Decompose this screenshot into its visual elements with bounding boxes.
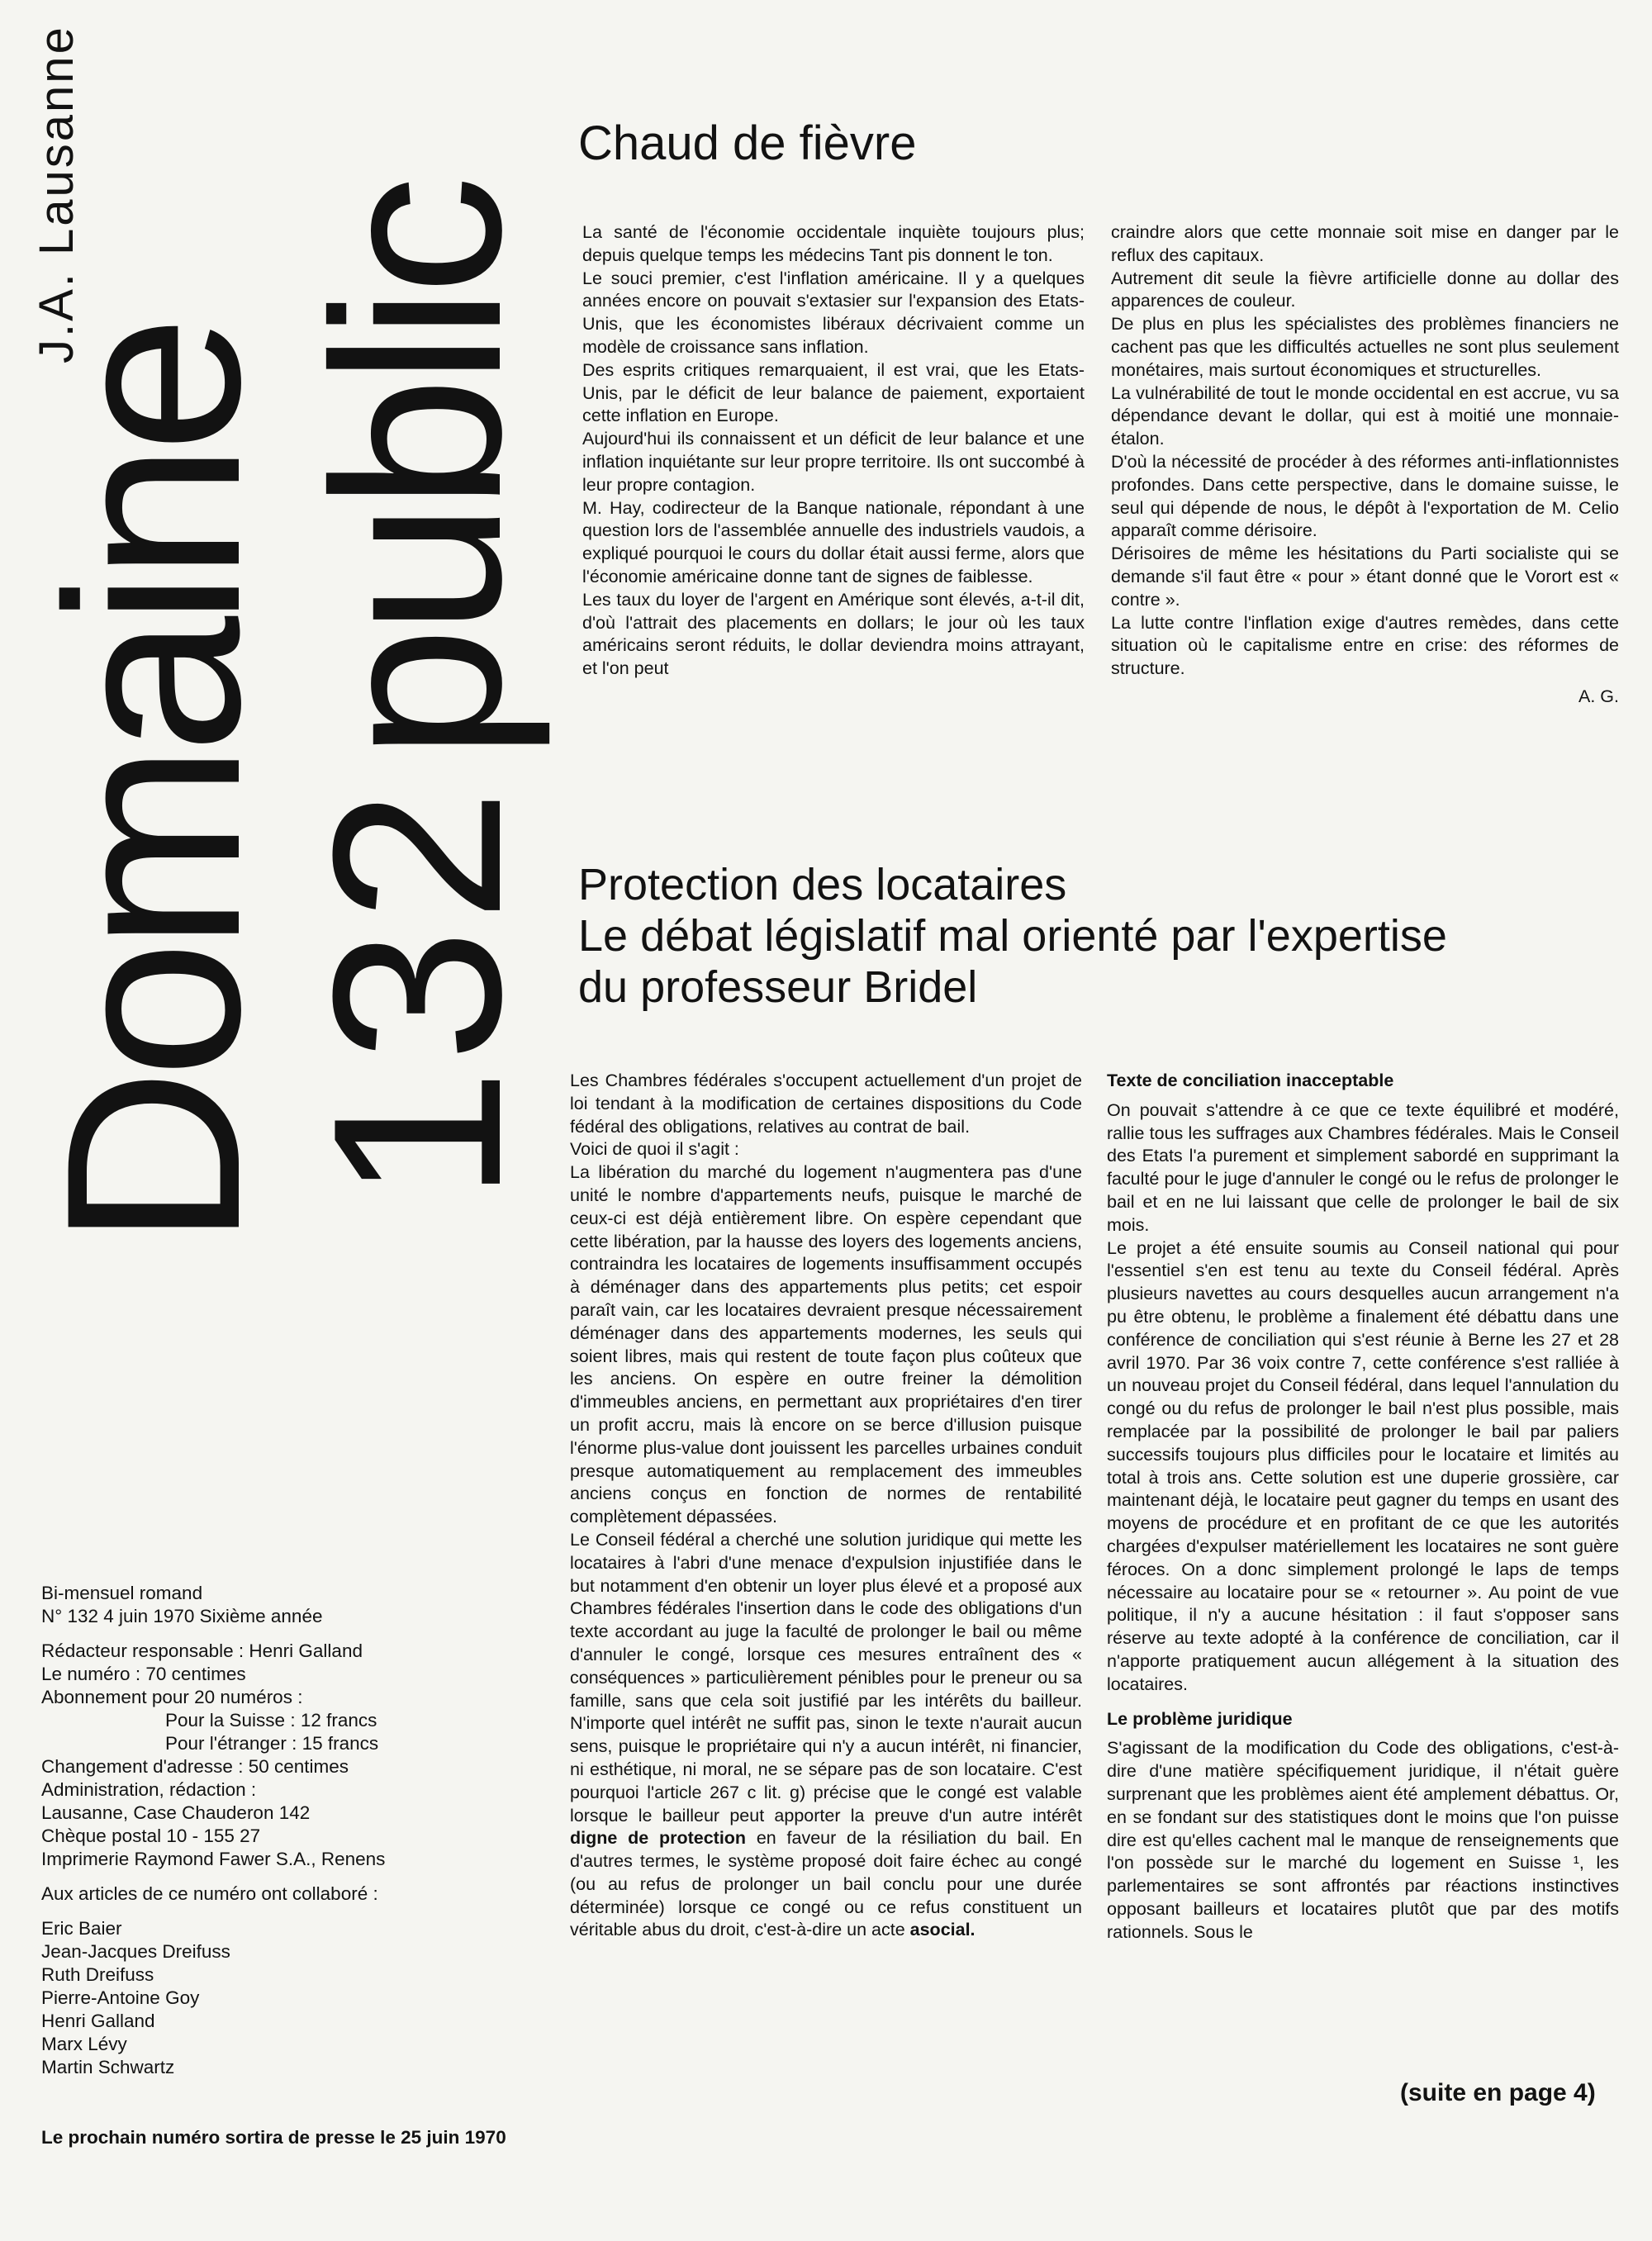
bold-phrase: digne de protection <box>570 1828 747 1849</box>
paragraph: Voici de quoi il s'agit : <box>570 1139 739 1160</box>
article-2-title-line: Protection des locataires <box>578 860 1067 909</box>
imprint-line: Bi-mensuel romand <box>41 1583 203 1603</box>
imprint-line: Imprimerie Raymond Fawer S.A., Renens <box>41 1849 386 1869</box>
article-2-column-2 <box>1107 1070 1619 1944</box>
subheading: Texte de conciliation inacceptable <box>1107 1071 1394 1090</box>
paragraph: De plus en plus les spécialistes des problèmes financiers ne cachent pas que les difficultés actuelles ne sont plus seulement monétaires, mais surtout économiques et structurelles. <box>1111 314 1619 380</box>
text-run: Le Conseil fédéral a cherché une solution juridique qui mette les locataires à l'abri d'une menace d'expulsion injustifiée dans le but notamment d'en obtenir un loyer plus élevé et a proposé aux Chambres fédérales l'insertion dans le code des obligations d'un texte accordant au juge la faculté de prolonger le bail ou même d'annuler le congé, lorsque ces mesures entraînent des « conséquences » particulièrement pénibles pour le preneur ou sa famille, sans que cela soit justifié par les intérêts du bailleur. N'importe quel intérêt ne suffit pas, sinon le texte n'aurait aucun sens, puisque le propriétaire qui n'y a aucun intérêt, ni financier, ni esthétique, ni moral, ne se sépare pas de son locataire. C'est pourquoi l'article 267 c lit. g) précise que le congé est valable lorsque le bailleur peut apporter la preuve d'un autre intérêt <box>570 1529 1082 1826</box>
imprint-line: Pour la Suisse : 12 francs <box>165 1710 377 1731</box>
imprint-line: Pour l'étranger : 15 francs <box>165 1733 379 1754</box>
article-1-column-1 <box>582 221 1085 681</box>
contributor: Pierre-Antoine Goy <box>41 1987 200 2008</box>
contributor: Ruth Dreifuss <box>41 1964 154 1985</box>
paragraph: La santé de l'économie occidentale inquiète toujours plus; depuis quelque temps les médecins Tant pis donnent le ton. <box>582 222 1085 265</box>
paragraph: Les taux du loyer de l'argent en Amérique sont élevés, a-t-il dit, d'où l'attrait des placements en dollars; le jour où les taux américains seront réduits, le dollar deviendra moins attrayant, et l'on peut <box>582 589 1085 679</box>
contributor: Marx Lévy <box>41 2034 127 2054</box>
paragraph: La vulnérabilité de tout le monde occidental en est accrue, vu sa dépendance devant le dollar, qui est à moitié une monnaie-étalon. <box>1111 382 1619 449</box>
paragraph: Aujourd'hui ils connaissent et un déficit de leur balance et une inflation inquiétante sur leur propre territoire. Ils ont succombé à leur propre contagion. <box>582 429 1085 495</box>
contributors-label: Aux articles de ce numéro ont collaboré : <box>41 1883 378 1904</box>
imprint-line: Rédacteur responsable : Henri Galland <box>41 1640 363 1661</box>
masthead-title-word: public <box>283 183 551 760</box>
contributor: Jean-Jacques Dreifuss <box>41 1941 230 1962</box>
contributor: Henri Galland <box>41 2011 155 2031</box>
article-2-column-1 <box>570 1070 1082 1942</box>
paragraph <box>570 1529 1082 1942</box>
paragraph: La libération du marché du logement n'augmentera pas d'une unité le nombre d'appartements neufs, puisque le marché de ceux-ci est déjà entièrement libre. On espère cependant que cette libération, par la hausse des loyers des logements anciens, contraindra les locataires de logements insuffisamment occupés à déménager dans des appartements plus petits; cet espoir paraît vain, car les locataires devraient presque nécessairement déménager dans des appartements modernes, les seuls qui soient libres, mais qui restent de toute façon plus coûteux que les anciens. On espère en outre freiner la démolition d'immeubles anciens, en permettant aux propriétaires d'en tirer un profit accru, mais là encore on se berce d'illusion puisque l'énorme plus-value dont jouissent les parcelles urbaines conduit presque automatiquement au remplacement des immeubles anciens conçus en fonction de normes de rentabilité complètement dépassées. <box>570 1162 1082 1527</box>
imprint-line: Administration, rédaction : <box>41 1779 257 1800</box>
article-1-column-2 <box>1111 221 1619 709</box>
article-1-title: Chaud de fièvre <box>578 116 917 170</box>
imprint <box>41 1582 471 2079</box>
article-2-title <box>578 859 1447 1013</box>
bold-phrase: asocial. <box>909 1920 976 1940</box>
paragraph: Le souci premier, c'est l'inflation américaine. Il y a quelques années encore on pouvait s'extasier sur l'expansion des Etats-Unis, que les économistes libéraux décrivaient comme un modèle de croissance sans inflation. <box>582 268 1085 357</box>
continued-on-page: (suite en page 4) <box>1400 2079 1596 2106</box>
masthead-title: Domaine <box>14 325 292 1247</box>
paragraph: Autrement dit seule la fièvre artificielle donne au dollar des apparences de couleur. <box>1111 268 1619 311</box>
subheading: Le problème juridique <box>1107 1708 1293 1729</box>
next-issue-notice: Le prochain numéro sortira de presse le 25 juin 1970 <box>41 2127 506 2148</box>
text-run: en faveur de la résiliation du bail. En d'autres termes, le système proposé doit faire échec au congé (ou au refus de prolonger un bail conclu pour une durée déterminée) lorsque ce congé ou ce refus constituent un véritable abus du droit, c'est-à-dire un acte <box>570 1828 1082 1940</box>
imprint-line: Le numéro : 70 centimes <box>41 1664 246 1684</box>
contributor: Martin Schwartz <box>41 2057 175 2077</box>
contributor: Eric Baier <box>41 1918 122 1939</box>
imprint-line: Chèque postal 10 - 155 27 <box>41 1826 261 1846</box>
paragraph: S'agissant de la modification du Code des obligations, c'est-à-dire d'une matière spécifiquement juridique, il n'était guère surprenant que les problèmes aient été amplement débattus. Or, en se fondant sur des statistiques dont le moins que l'on puisse dire est qu'elles cachent mal le manque de renseignements que l'on possède sur le marché du logement en Suisse ¹, les parlementaires se sont affrontés par réactions instinctives opposant bailleurs et locataires plutôt que par des motifs rationnels. Sous le <box>1107 1738 1619 1942</box>
article-2-title-line: Le débat législatif mal orienté par l'expertise <box>578 911 1447 961</box>
imprint-line: Lausanne, Case Chauderon 142 <box>41 1802 311 1823</box>
paragraph: La lutte contre l'inflation exige d'autres remèdes, dans cette situation où le capitalisme entre en crise: des réformes de structure. <box>1111 612 1619 679</box>
paragraph: M. Hay, codirecteur de la Banque nationale, répondant à une question lors de l'assemblée annuelle des industriels vaudois, a expliqué pourquoi le cours du dollar était aussi ferme, alors que l'économie américaine donne tant de signes de faiblesse. <box>582 497 1085 586</box>
imprint-line: Changement d'adresse : 50 centimes <box>41 1756 349 1777</box>
article-1-signature: A. G. <box>1578 686 1619 706</box>
paragraph: Dérisoires de même les hésitations du Parti socialiste qui se demande s'il faut être « pour » étant donné que le Vorort est « contre ». <box>1111 544 1619 610</box>
issue-number: 132 <box>283 782 551 1202</box>
paragraph: craindre alors que cette monnaie soit mise en danger par le reflux des capitaux. <box>1111 222 1619 265</box>
masthead-subtitle: J.A. Lausanne <box>30 25 83 363</box>
article-2-title-line: du professeur Bridel <box>578 962 978 1012</box>
imprint-line: Abonnement pour 20 numéros : <box>41 1687 303 1707</box>
paragraph: D'où la nécessité de procéder à des réformes anti-inflationnistes profondes. Dans cette perspective, dans le domaine suisse, le seul qui dépende de nous, le dépôt à l'exportation de M. Celio apparaît comme dérisoire. <box>1111 451 1619 541</box>
paragraph: Le projet a été ensuite soumis au Conseil national qui pour l'essentiel s'en est tenu au texte du Conseil fédéral. Après plusieurs navettes au cours desquelles aucun arrangement n'a pu être obtenu, le problème a finalement été débattu dans une conférence de conciliation qui s'est réunie à Berne les 27 et 28 avril 1970. Par 36 voix contre 7, cette conférence s'est ralliée à un nouveau projet du Conseil fédéral, dans lequel l'annulation du congé ou du refus de prolonger le bail n'est plus possible, mais remplacée par la possibilité de prolonger le bail par paliers successifs toujours plus difficiles pour le locataire et limités au total à trois ans. Cette solution est une duperie grossière, car maintenant déjà, le locataire peut gagner du temps en usant des moyens de procédure et en profitant de ce que les autorités chargées d'expulser matériellement les locataires ne sont guère féroces. On a donc simplement prolongé le laps de temps nécessaire au locataire pour se « retourner ». Au point de vue politique, il n'y a aucune hésitation : il faut s'opposer sans réserve au texte adopté à la conférence de conciliation, car il n'apporte pratiquement aucun allégement à la situation des locataires. <box>1107 1237 1619 1694</box>
paragraph: Les Chambres fédérales s'occupent actuellement d'un projet de loi tendant à la modification de certaines dispositions du Code fédéral des obligations, relatives au contrat de bail. <box>570 1071 1082 1137</box>
paragraph: Des esprits critiques remarquaient, il est vrai, que les Etats-Unis, par le déficit de leur balance de paiement, exportaient cette inflation en Europe. <box>582 359 1085 426</box>
paragraph: On pouvait s'attendre à ce que ce texte équilibré et modéré, rallie tous les suffrages aux Chambres fédérales. Mais le Conseil des Etats l'a purement et simplement sabordé en supprimant la faculté pour le juge d'annuler le congé ou le refus de prolonger le bail et en ne lui laissant que celle de prolonger le bail de six mois. <box>1107 1099 1619 1235</box>
imprint-line: N° 132 4 juin 1970 Sixième année <box>41 1606 323 1626</box>
